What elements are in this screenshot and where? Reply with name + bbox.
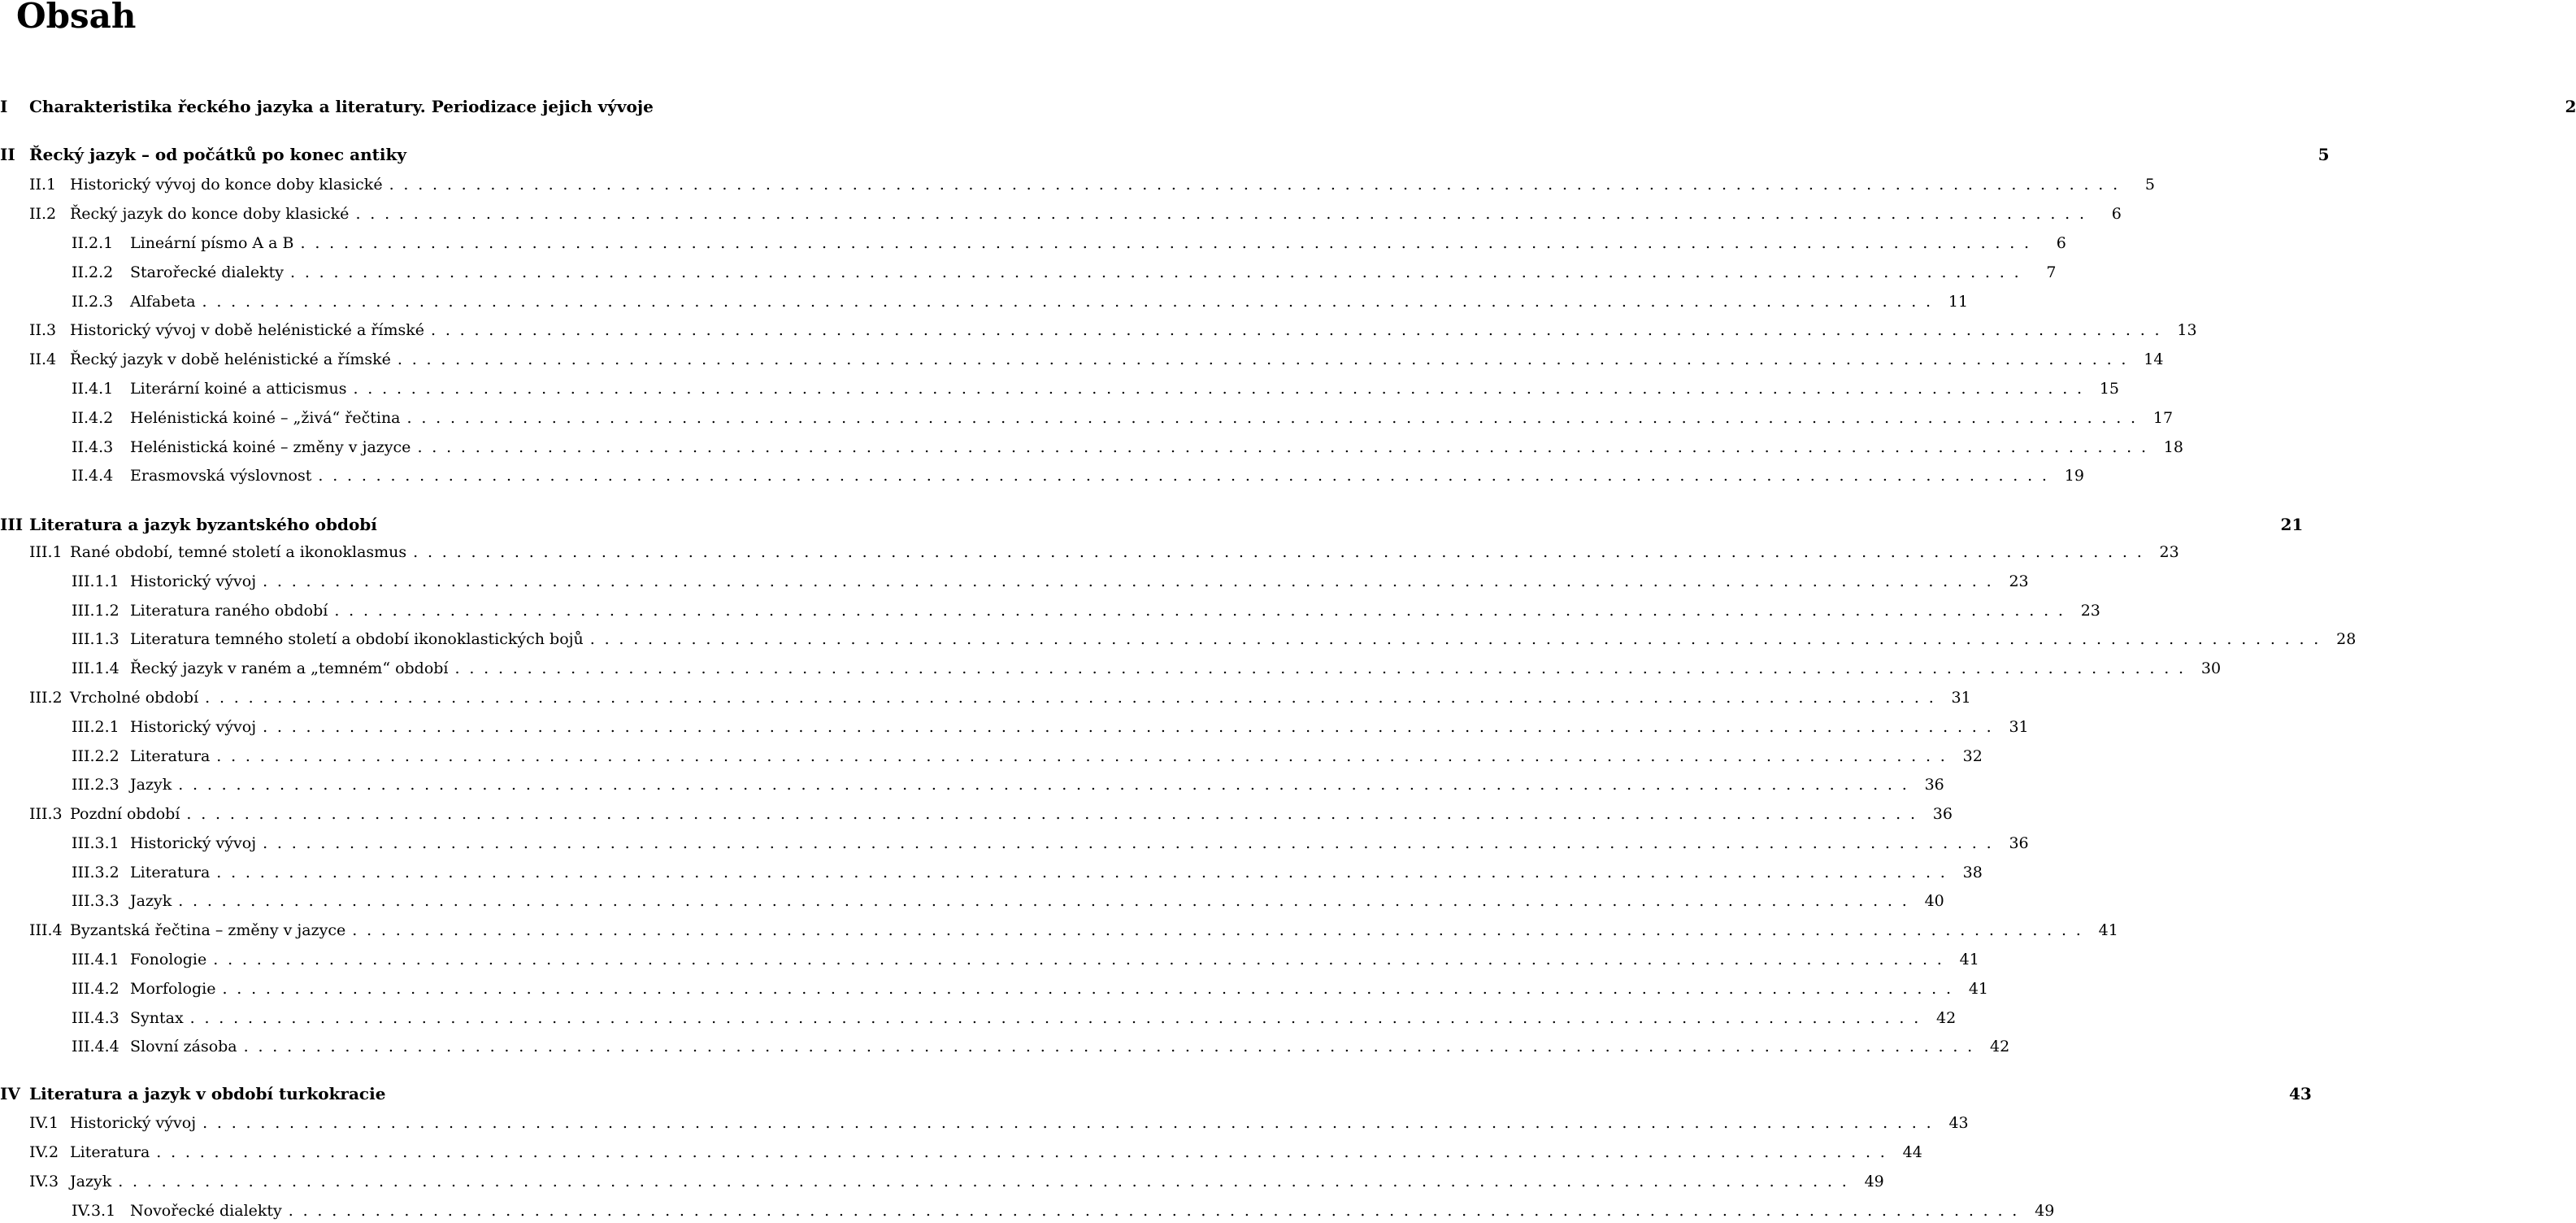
toc-entry-title: Literární koiné a atticismus: [130, 380, 347, 398]
toc-entry-title: Lineární písmo A a B: [130, 234, 294, 252]
toc-part-entry[interactable]: [0, 514, 2304, 535]
toc-entry-title: Historický vývoj do konce doby klasické: [70, 176, 383, 194]
toc-subsection-entry[interactable]: [0, 378, 2120, 399]
toc-entry-title: Jazyk: [130, 776, 172, 794]
toc-entry-number: II: [0, 145, 15, 164]
toc-entry-number: II.2.1: [72, 234, 114, 252]
toc-page-number: 21: [2280, 515, 2304, 534]
toc-subsection-entry[interactable]: [0, 890, 1944, 912]
toc-section-entry[interactable]: [0, 320, 2197, 341]
page-title: Obsah: [16, 0, 137, 36]
toc-page-number: 41: [2098, 921, 2118, 939]
toc-dot-leader: ........................................................................................................................: [202, 1114, 1941, 1132]
toc-entry-number: III.2: [29, 689, 63, 707]
toc-entry-number: IV.1: [29, 1114, 59, 1132]
toc-dot-leader: ........................................................................................................................: [353, 380, 2092, 398]
toc-dot-leader: ........................................................................................................................: [389, 176, 2127, 194]
toc-entry-title: Literatura raného období: [130, 602, 328, 620]
toc-section-entry[interactable]: [0, 349, 2164, 370]
toc-page-number: 14: [2144, 350, 2164, 368]
toc-dot-leader: ........................................................................................................................: [202, 293, 1940, 311]
toc-subsection-entry[interactable]: [0, 437, 2183, 458]
toc-subsection-entry[interactable]: [0, 949, 1979, 970]
toc-entry-number: III.3.2: [72, 864, 119, 881]
toc-entry-number: IV.3.1: [72, 1202, 116, 1220]
toc-subsection-entry[interactable]: [0, 833, 2029, 854]
toc-entry-title: Alfabeta: [130, 293, 196, 311]
toc-dot-leader: ........................................................................................................................: [216, 864, 1955, 881]
toc-entry-number: III.2.3: [72, 776, 119, 794]
toc-entry-title: Fonologie: [130, 951, 207, 968]
toc-subsection-entry[interactable]: [0, 233, 2066, 254]
toc-subsection-entry[interactable]: [0, 629, 2357, 650]
toc-subsection-entry[interactable]: [0, 571, 2029, 592]
toc-entry-title: Syntax: [130, 1009, 184, 1027]
toc-entry-number: III.3: [29, 805, 63, 823]
toc-section-entry[interactable]: [0, 687, 1971, 708]
toc-entry-title: Řecký jazyk do konce doby klasické: [70, 205, 350, 223]
toc-dot-leader: ........................................................................................................................: [334, 602, 2073, 620]
toc-entry-number: III.2.2: [72, 747, 119, 765]
toc-dot-leader: ........................................................................................................................: [352, 921, 2091, 939]
toc-entry-title: Jazyk: [130, 892, 172, 910]
toc-page-number: 11: [1948, 293, 1969, 311]
toc-dot-leader: ........................................................................................................................: [263, 718, 2001, 736]
toc-page-number: 36: [2009, 834, 2029, 852]
toc-page-number: 31: [2009, 718, 2029, 736]
toc-page-number: 5: [2318, 145, 2330, 164]
toc-entry-title: Historický vývoj v době helénistické a římské: [70, 321, 425, 339]
toc-dot-leader: ........................................................................................................................: [205, 689, 1944, 707]
toc-subsection-entry[interactable]: [0, 1036, 2010, 1057]
toc-entry-title: Charakteristika řeckého jazyka a literatury. Periodizace jejich vývoje: [29, 97, 654, 116]
toc-entry-title: Vrcholné období: [70, 689, 199, 707]
toc-part-entry[interactable]: [0, 1083, 2312, 1104]
toc-dot-leader: ........................................................................................................................: [178, 892, 1917, 910]
toc-section-entry[interactable]: [0, 203, 2122, 224]
toc-entry-title: Historický vývoj: [70, 1114, 197, 1132]
toc-page-number: 36: [1932, 805, 1953, 823]
toc-page-number: 5: [2144, 176, 2155, 194]
toc-dot-leader: ........................................................................................................................: [178, 776, 1917, 794]
toc-section-entry[interactable]: [0, 174, 2155, 195]
toc-entry-number: II.2.2: [72, 263, 114, 281]
toc-entry-title: Literatura temného století a období ikonoklastických bojů: [130, 630, 584, 648]
toc-page-number: 38: [1962, 864, 1983, 881]
toc-entry-title: Morfologie: [130, 980, 216, 998]
toc-entry-title: Literatura a jazyk byzantského období: [29, 515, 377, 534]
toc-page-number: 28: [2336, 630, 2357, 648]
toc-section-entry[interactable]: [0, 1142, 1922, 1163]
toc-entry-title: Helénistická koiné – „živá“ řečtina: [130, 409, 401, 427]
toc-page-number: 19: [2064, 467, 2084, 485]
toc-page-number: 6: [2056, 234, 2066, 252]
toc-entry-number: II.2: [29, 205, 57, 223]
toc-dot-leader: ........................................................................................................................: [243, 1038, 1982, 1055]
toc-entry-title: Pozdní období: [70, 805, 180, 823]
toc-entry-title: Helénistická koiné – změny v jazyce: [130, 438, 411, 456]
toc-entry-number: III.4.4: [72, 1038, 119, 1055]
toc-subsection-entry[interactable]: [0, 1008, 1957, 1029]
toc-page-number: 23: [2080, 602, 2100, 620]
toc-section-entry[interactable]: [0, 920, 2118, 941]
toc-entry-number: IV.3: [29, 1173, 59, 1190]
toc-entry-title: Byzantská řečtina – změny v jazyce: [70, 921, 346, 939]
toc-entry-number: III.1.4: [72, 659, 119, 677]
toc-entry-number: III.1.1: [72, 572, 119, 590]
toc-page-number: 2: [2565, 97, 2576, 116]
toc-entry-title: Historický vývoj: [130, 718, 257, 736]
toc-page-number: 6: [2111, 205, 2122, 223]
toc-entry-number: II.4.2: [72, 409, 114, 427]
toc-dot-leader: ........................................................................................................................: [318, 467, 2057, 485]
toc-dot-leader: ........................................................................................................................: [300, 234, 2039, 252]
toc-page-number: 43: [1948, 1114, 1969, 1132]
toc-entry-number: III.1.3: [72, 630, 119, 648]
toc-page-number: 41: [1968, 980, 1988, 998]
toc-section-entry[interactable]: [0, 1112, 1969, 1134]
toc-entry-number: III: [0, 515, 24, 534]
toc-entry-title: Jazyk: [70, 1173, 112, 1190]
toc-entry-number: IV.2: [29, 1143, 59, 1161]
toc-entry-title: Řecký jazyk v době helénistické a římské: [70, 350, 391, 368]
toc-dot-leader: ........................................................................................................................: [290, 263, 2029, 281]
toc-page-number: 49: [2035, 1202, 2055, 1220]
toc-page-number: 15: [2099, 380, 2120, 398]
toc-entry-number: II.4.3: [72, 438, 114, 456]
toc-page-number: 18: [2163, 438, 2183, 456]
toc-entry-number: I: [0, 97, 8, 116]
toc-page-number: 44: [1902, 1143, 1922, 1161]
toc-entry-title: Starořecké dialekty: [130, 263, 285, 281]
toc-subsection-entry[interactable]: [0, 978, 1988, 999]
toc-dot-leader: ........................................................................................................................: [397, 350, 2136, 368]
toc-entry-number: III.3.3: [72, 892, 119, 910]
toc-entry-title: Literatura a jazyk v období turkokracie: [29, 1084, 386, 1103]
toc-entry-number: II.1: [29, 176, 57, 194]
toc-dot-leader: ........................................................................................................................: [417, 438, 2156, 456]
toc-dot-leader: ........................................................................................................................: [186, 805, 1925, 823]
toc-dot-leader: ........................................................................................................................: [213, 951, 1952, 968]
toc-dot-leader: ........................................................................................................................: [431, 321, 2170, 339]
toc-subsection-entry[interactable]: [0, 291, 1969, 312]
toc-entry-number: III.3.1: [72, 834, 119, 852]
toc-subsection-entry[interactable]: [0, 774, 1944, 795]
toc-entry-title: Erasmovská výslovnost: [130, 467, 312, 485]
toc-dot-leader: ........................................................................................................................: [189, 1009, 1929, 1027]
toc-page-number: 36: [1924, 776, 1944, 794]
toc-entry-number: II.2.3: [72, 293, 114, 311]
toc-entry-title: Slovní zásoba: [130, 1038, 237, 1055]
toc-entry-number: II.3: [29, 321, 57, 339]
toc-entry-number: III.4.2: [72, 980, 119, 998]
toc-dot-leader: ........................................................................................................................: [413, 543, 2152, 561]
toc-entry-title: Rané období, temné století a ikonoklasmus: [70, 543, 407, 561]
toc-page-number: 23: [2009, 572, 2029, 590]
toc-dot-leader: ........................................................................................................................: [454, 659, 2193, 677]
toc-entry-number: IV: [0, 1084, 20, 1103]
toc-section-entry[interactable]: [0, 1171, 1884, 1192]
toc-subsection-entry[interactable]: [0, 407, 2174, 429]
toc-page-number: 23: [2159, 543, 2179, 561]
toc-page-number: 17: [2152, 409, 2174, 427]
toc-section-entry[interactable]: [0, 803, 1953, 825]
toc-subsection-entry[interactable]: [0, 262, 2057, 283]
toc-dot-leader: ........................................................................................................................: [263, 834, 2001, 852]
toc-dot-leader: ........................................................................................................................: [118, 1173, 1857, 1190]
toc-dot-leader: ........................................................................................................................: [216, 747, 1955, 765]
toc-entry-title: Novořecké dialekty: [130, 1202, 282, 1220]
toc-dot-leader: ........................................................................................................................: [589, 630, 2329, 648]
toc-page-number: 43: [2288, 1084, 2312, 1103]
toc-entry-number: III.1.2: [72, 602, 119, 620]
toc-page-number: 42: [1936, 1009, 1957, 1027]
toc-page-number: 32: [1962, 747, 1983, 765]
toc-subsection-entry[interactable]: [0, 862, 1983, 883]
toc-subsection-entry[interactable]: [0, 465, 2084, 486]
toc-page-number: 42: [1990, 1038, 2010, 1055]
toc-entry-title: Řecký jazyk – od počátků po konec antiky: [29, 145, 406, 164]
toc-entry-title: Literatura: [130, 747, 211, 765]
toc-entry-number: II.4.4: [72, 467, 114, 485]
toc-subsection-entry[interactable]: [0, 716, 2029, 738]
toc-section-entry[interactable]: [0, 542, 2179, 563]
toc-dot-leader: ........................................................................................................................: [222, 980, 1961, 998]
toc-entry-number: III.4: [29, 921, 63, 939]
toc-entry-title: Historický vývoj: [130, 572, 257, 590]
toc-entry-title: Literatura: [130, 864, 211, 881]
toc-dot-leader: ........................................................................................................................: [288, 1202, 2027, 1220]
toc-entry-number: II.4: [29, 350, 57, 368]
toc-subsection-entry[interactable]: [0, 600, 2100, 621]
toc-entry-number: III.2.1: [72, 718, 119, 736]
toc-page-number: 7: [2046, 263, 2057, 281]
toc-dot-leader: ........................................................................................................................: [355, 205, 2094, 223]
toc-dot-leader: ........................................................................................................................: [263, 572, 2001, 590]
toc-entry-number: III.4.1: [72, 951, 119, 968]
toc-entry-title: Historický vývoj: [130, 834, 257, 852]
toc-page-number: 49: [1864, 1173, 1884, 1190]
toc-part-entry[interactable]: [0, 144, 2330, 165]
toc-page-number: 30: [2200, 659, 2222, 677]
toc-part-entry[interactable]: [0, 96, 2576, 117]
toc-subsection-entry[interactable]: [0, 746, 1983, 767]
toc-dot-leader: ........................................................................................................................: [156, 1143, 1895, 1161]
toc-entry-title: Literatura: [70, 1143, 150, 1161]
toc-subsection-entry[interactable]: [0, 1200, 2055, 1221]
toc-subsection-entry[interactable]: [0, 658, 2222, 679]
toc-entry-number: III.4.3: [72, 1009, 119, 1027]
toc-page-number: 13: [2177, 321, 2197, 339]
toc-page-number: 41: [1959, 951, 1979, 968]
toc-entry-title: Řecký jazyk v raném a „temném“ období: [130, 659, 449, 677]
toc-page-number: 40: [1924, 892, 1944, 910]
toc-entry-number: III.1: [29, 543, 63, 561]
toc-page-number: 31: [1951, 689, 1971, 707]
toc-entry-number: II.4.1: [72, 380, 114, 398]
toc-dot-leader: ........................................................................................................................: [406, 409, 2145, 427]
